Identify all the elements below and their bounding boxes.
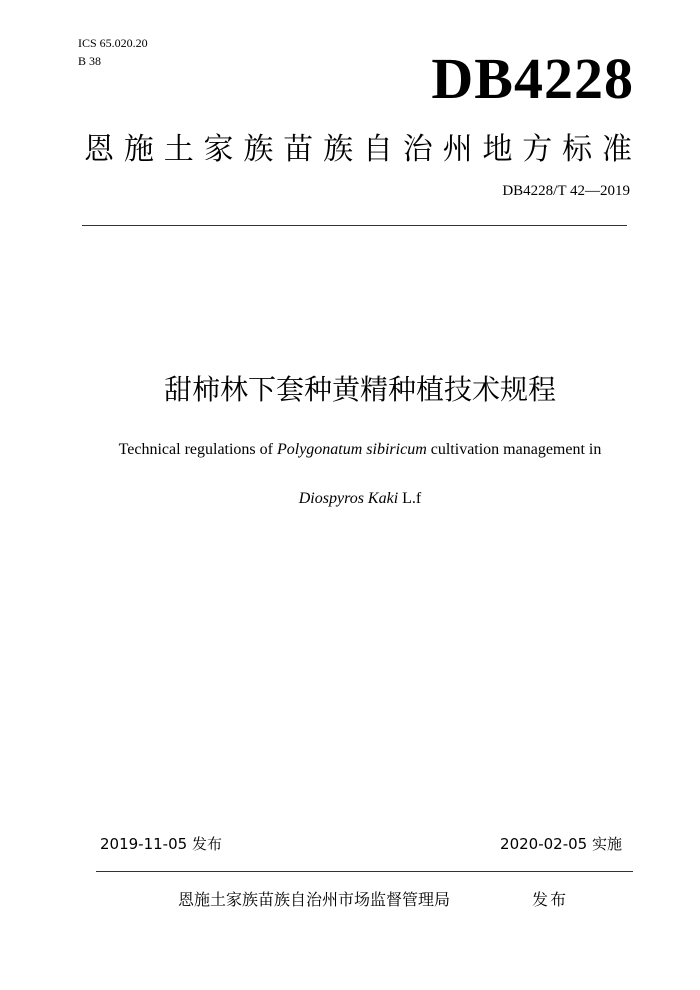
document-title-english-line1 bbox=[0, 440, 700, 460]
issuer-action: 发布 bbox=[532, 890, 569, 909]
issue-date: 2019-11-05 发布 bbox=[100, 835, 222, 853]
document-title-english-line2 bbox=[0, 489, 700, 509]
title-en-prefix: Technical regulations of bbox=[118, 441, 277, 458]
title-en-host-author: L.f bbox=[398, 490, 422, 507]
issuing-authority: 恩施土家族苗族自治州市场监督管理局 bbox=[178, 890, 451, 909]
standard-number: DB4228/T 42—2019 bbox=[502, 183, 630, 199]
title-en-species: Polygonatum sibiricum bbox=[276, 441, 427, 458]
standard-title: 恩施土家族苗族自治州地方标准 bbox=[84, 132, 632, 167]
document-title-chinese: 甜柿林下套种黄精种植技术规程 bbox=[163, 373, 556, 406]
standard-code: DB4228 bbox=[431, 46, 634, 111]
top-divider bbox=[82, 225, 627, 226]
title-en-suffix: cultivation management in bbox=[426, 441, 602, 458]
classification-code: B 38 bbox=[78, 54, 102, 68]
implementation-date: 2020-02-05 实施 bbox=[500, 835, 622, 853]
title-en-host-species: Diospyros Kaki bbox=[298, 490, 399, 507]
bottom-divider bbox=[96, 871, 633, 872]
ics-code: ICS 65.020.20 bbox=[78, 36, 148, 50]
